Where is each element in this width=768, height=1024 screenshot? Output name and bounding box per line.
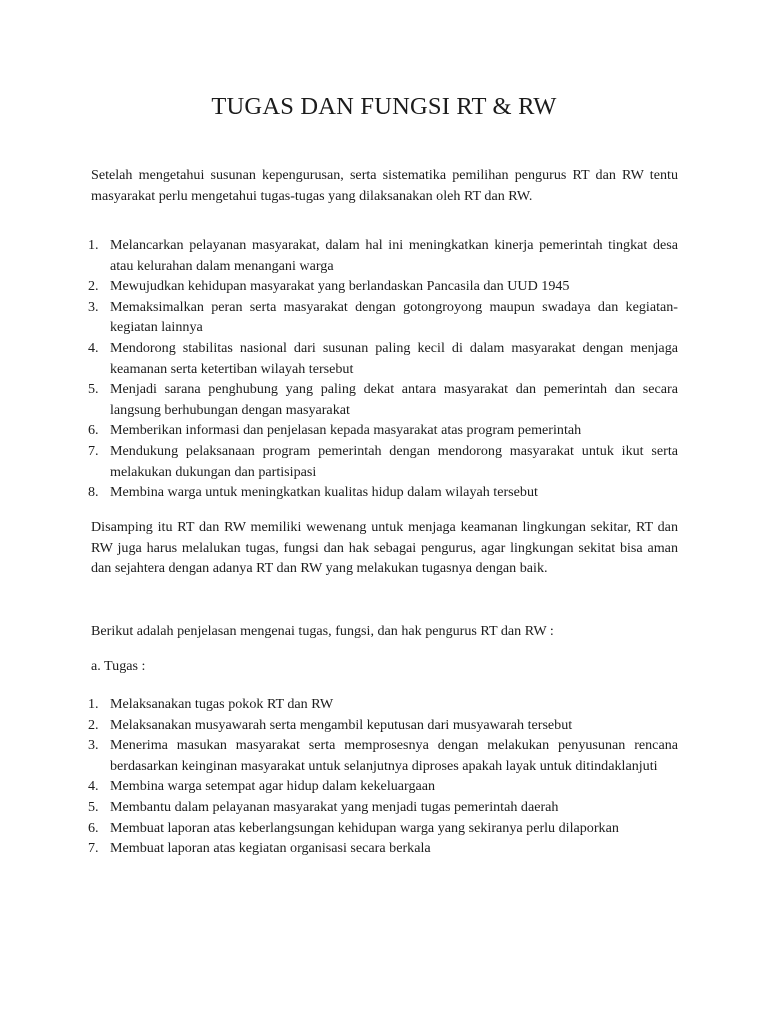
list-item-number: 1. xyxy=(88,696,99,712)
list-item-number: 1. xyxy=(88,237,99,253)
intro-paragraph: Setelah mengetahui susunan kepengurusan, serta sistematika pemilihan pengurus RT dan RW tentu masyarakat perlu mengetahui tugas-tugas yang dilaksanakan oleh RT dan RW. xyxy=(91,167,678,204)
list-item-text: Mendukung pelaksanaan program pemerintah dengan mendorong masyarakat untuk ikut serta melakukan dukungan dan partisipasi xyxy=(110,442,678,480)
list-item xyxy=(88,776,678,797)
list-item-number: 4. xyxy=(88,778,99,795)
list-item xyxy=(88,797,678,818)
list-item-text: Menerima masukan masyarakat serta memprosesnya dengan melakukan penyusunan rencana berdasarkan keinginan masyarakat untuk selanjutnya diproses apakah layak untuk ditindaklanjuti xyxy=(110,737,678,774)
document-title: TUGAS DAN FUNGSI RT & RW xyxy=(211,93,557,120)
list-item-number: 3. xyxy=(88,298,99,315)
list-item-text: Membuat laporan atas keberlangsungan kehidupan warga yang sekiranya perlu dilaporkan xyxy=(110,819,619,836)
tasks-list xyxy=(88,694,678,859)
list-item-text: Memaksimalkan peran serta masyarakat dengan gotongroyong maupun swadaya dan kegiatan-kegiatan lainnya xyxy=(110,298,678,336)
list-item-number: 4. xyxy=(88,339,99,356)
list-item-number: 6. xyxy=(88,819,99,836)
list-item xyxy=(88,818,678,839)
list-item-text: Memberikan informasi dan penjelasan kepada masyarakat atas program pemerintah xyxy=(110,422,582,439)
list-item-number: 2. xyxy=(88,716,99,733)
list-item xyxy=(88,420,678,441)
list-item-number: 5. xyxy=(88,381,99,398)
list-item-text: Membantu dalam pelayanan masyarakat yang menjadi tugas pemerintah daerah xyxy=(110,798,559,815)
list-item-text: Melancarkan pelayanan masyarakat, dalam hal ini meningkatkan kinerja pemerintah tingkat desa atau kelurahan dalam menangani warga xyxy=(110,237,678,274)
list-item-number: 8. xyxy=(88,484,99,501)
list-item xyxy=(88,276,678,297)
list-item-number: 3. xyxy=(88,737,99,754)
list-item-number: 2. xyxy=(88,278,99,295)
list-item-text: Membina warga setempat agar hidup dalam kekeluargaan xyxy=(110,778,436,795)
list-item-number: 6. xyxy=(88,422,99,439)
section-heading-tugas: a. Tugas : xyxy=(91,658,146,674)
list-item-text: Melaksanakan tugas pokok RT dan RW xyxy=(110,696,334,712)
list-item xyxy=(88,441,678,482)
list-item-text: Mendorong stabilitas nasional dari susunan paling kecil di dalam masyarakat dengan menjaga keamanan serta ketertiban wilayah tersebut xyxy=(110,339,678,377)
explanation-intro: Berikut adalah penjelasan mengenai tugas, fungsi, dan hak pengurus RT dan RW : xyxy=(91,623,554,639)
list-item-text: Membuat laporan atas kegiatan organisasi secara berkala xyxy=(110,840,431,857)
list-item-number: 7. xyxy=(88,442,99,459)
list-item xyxy=(88,715,678,736)
list-item xyxy=(88,235,678,276)
list-item-number: 7. xyxy=(88,840,99,857)
list-item-number: 5. xyxy=(88,798,99,815)
list-item xyxy=(88,338,678,379)
list-item-text: Melaksanakan musyawarah serta mengambil keputusan dari musyawarah tersebut xyxy=(110,716,573,733)
list-item xyxy=(88,379,678,420)
list-item xyxy=(88,838,678,859)
list-item xyxy=(88,735,678,776)
list-item-text: Membina warga untuk meningkatkan kualitas hidup dalam wilayah tersebut xyxy=(110,484,538,501)
list-item xyxy=(88,694,678,715)
authority-paragraph: Disamping itu RT dan RW memiliki wewenang untuk menjaga keamanan lingkungan sekitar, RT dan RW juga harus melalukan tugas, fungsi dan hak sebagai pengurus, agar lingkungan sekitat bisa aman dan sejahtera dengan adanya RT dan RW yang melakukan tugasnya dengan baik. xyxy=(91,519,678,577)
list-item xyxy=(88,482,678,503)
list-item xyxy=(88,297,678,338)
list-item-text: Mewujudkan kehidupan masyarakat yang berlandaskan Pancasila dan UUD 1945 xyxy=(110,278,570,295)
list-item-text: Menjadi sarana penghubung yang paling dekat antara masyarakat dan pemerintah dan secara langsung berhubungan dengan masyarakat xyxy=(110,381,678,418)
duties-list xyxy=(88,235,678,503)
